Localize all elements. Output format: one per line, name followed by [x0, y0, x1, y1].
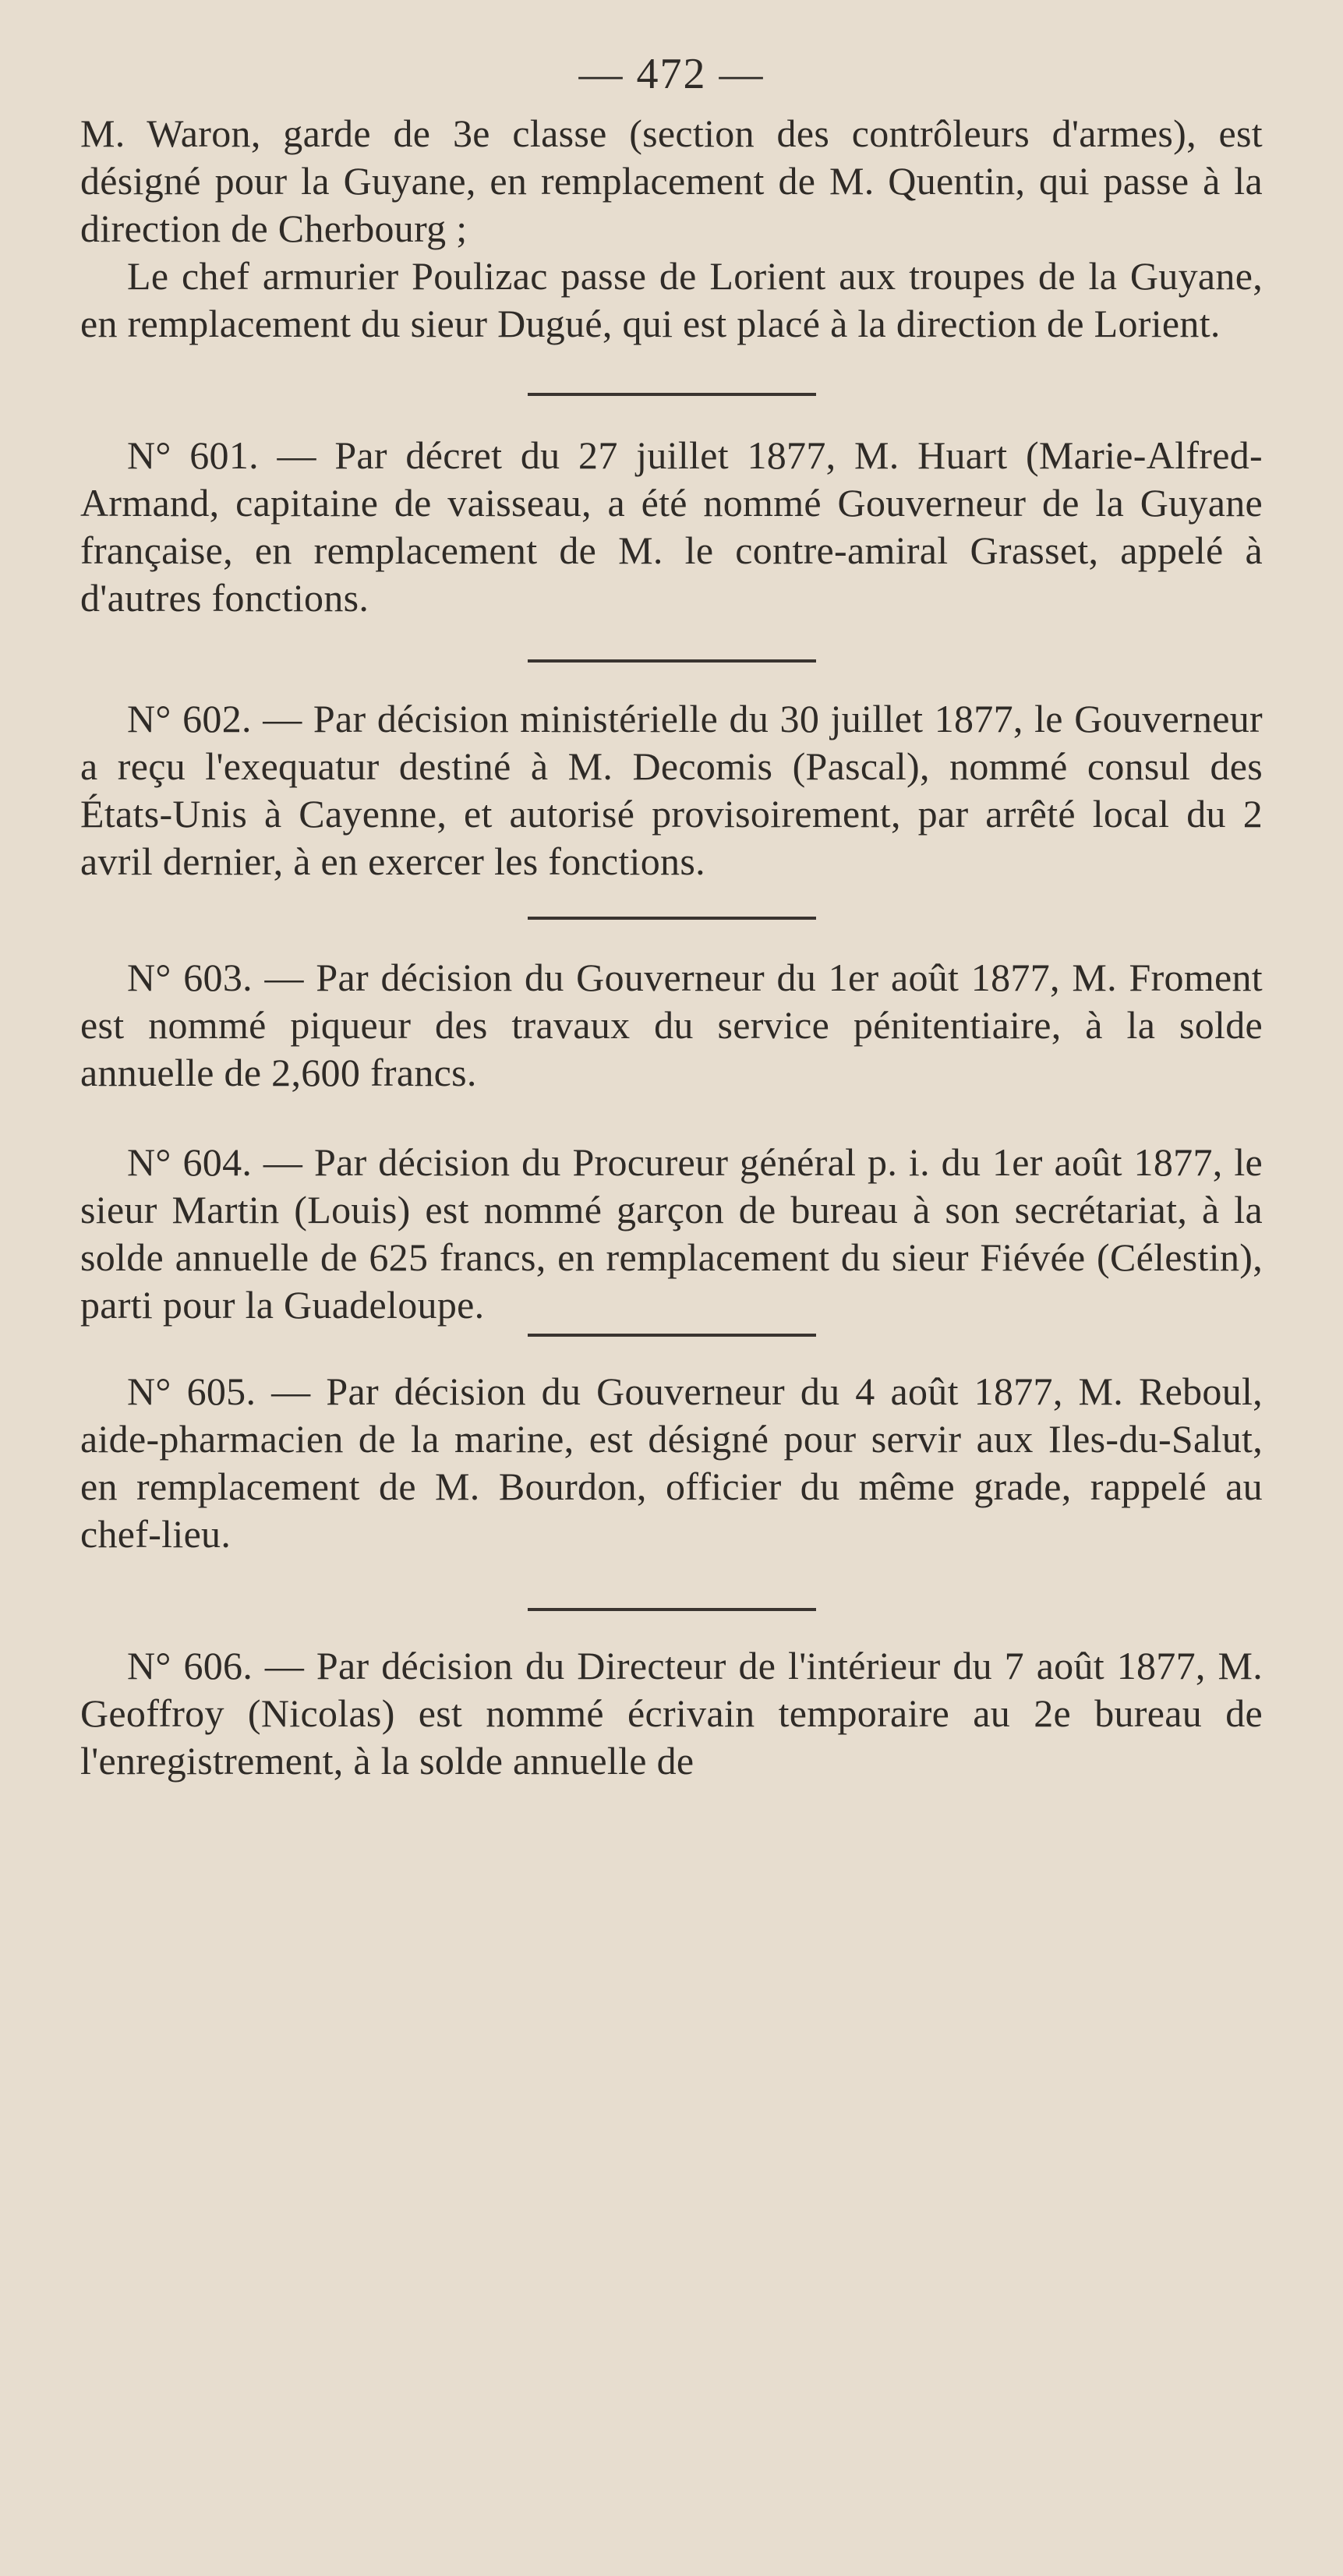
intro-paragraph-2: Le chef armurier Poulizac passe de Lorient aux troupes de la Guyane, en remplacement du sieur Dugué, qui est placé à la direction de Lorient. [80, 254, 1263, 345]
page-number: — 472 — [578, 50, 765, 98]
entry-603: N° 603. — Par décision du Gouverneur du 1er août 1877, M. Froment est nommé piqueur des travaux du service pénitentiaire, à la solde annuelle de 2,600 francs. [80, 956, 1263, 1094]
entry-601: N° 601. — Par décret du 27 juillet 1877, M. Huart (Marie-Alfred-Armand, capitaine de vaisseau, a été nommé Gouverneur de la Guyane française, en remplacement de M. le contre-amiral Grasset, appelé à d'autres fonctions. [80, 433, 1263, 620]
entry-604: N° 604. — Par décision du Procureur général p. i. du 1er août 1877, le sieur Martin (Louis) est nommé garçon de bureau à son secrétariat, à la solde annuelle de 625 francs, en remplacement du sieur Fiévée (Célestin), parti pour la Guadeloupe. [80, 1140, 1263, 1327]
intro-paragraph-1: M. Waron, garde de 3e classe (section des contrôleurs d'armes), est désigné pour la Guyane, en remplacement de M. Quentin, qui passe à la direction de Cherbourg ; [80, 111, 1263, 250]
entry-606: N° 606. — Par décision du Directeur de l'intérieur du 7 août 1877, M. Geoffroy (Nicolas) est nommé écrivain temporaire au 2e bureau de l'enregistrement, à la solde annuelle de [80, 1644, 1263, 1783]
entry-605: N° 605. — Par décision du Gouverneur du 4 août 1877, M. Reboul, aide-pharmacien de la marine, est désigné pour servir aux Iles-du-Salut, en remplacement de M. Bourdon, officier du même grade, rappelé au chef-lieu. [80, 1369, 1263, 1556]
entry-602: N° 602. — Par décision ministérielle du 30 juillet 1877, le Gouverneur a reçu l'exequatur destiné à M. Decomis (Pascal), nommé consul des États-Unis à Cayenne, et autorisé provisoirement, par arrêté local du 2 avril dernier, à en exercer les fonctions. [80, 697, 1263, 883]
